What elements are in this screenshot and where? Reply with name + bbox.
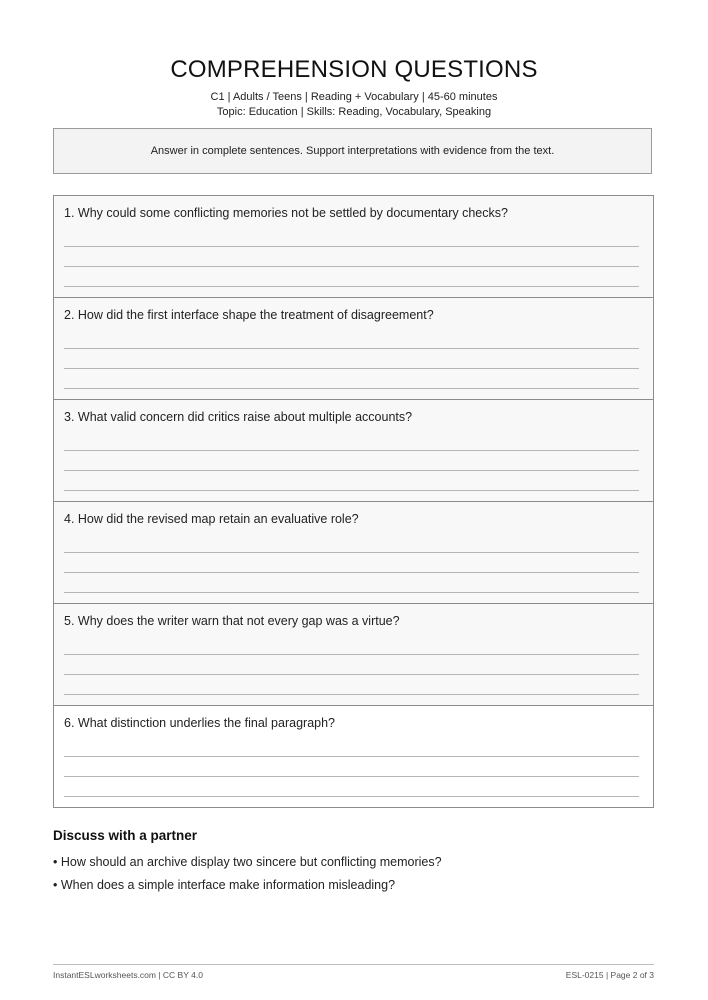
page-title: COMPREHENSION QUESTIONS [170,56,538,83]
discussion-prompt: • How should an archive display two sincere but conflicting memories? [53,855,442,869]
answer-line[interactable] [64,756,639,757]
answer-line[interactable] [64,470,639,471]
question-row [54,400,653,502]
answer-line[interactable] [64,674,639,675]
answer-line[interactable] [64,246,639,247]
answer-line[interactable] [64,776,639,777]
footer-page-number: ESL-0215 | Page 2 of 3 [565,970,654,980]
answer-line[interactable] [64,450,639,451]
answer-line[interactable] [64,490,639,491]
question-text: 3. What valid concern did critics raise about multiple accounts? [64,410,413,424]
answer-line[interactable] [64,592,639,593]
question-row [54,502,653,604]
question-text: 1. Why could some conflicting memories not be settled by documentary checks? [64,206,508,220]
question-row [54,706,653,807]
level-info: C1 | Adults / Teens | Reading + Vocabulary | 45-60 minutes [210,91,498,103]
footer-divider [53,964,654,965]
answer-line[interactable] [64,796,639,797]
answer-line[interactable] [64,368,639,369]
question-text: 5. Why does the writer warn that not every gap was a virtue? [64,614,400,628]
question-text: 6. What distinction underlies the final paragraph? [64,716,335,730]
question-row [54,196,653,298]
answer-line[interactable] [64,388,639,389]
instructions-box: Answer in complete sentences. Support interpretations with evidence from the text. [53,128,652,174]
discussion-prompt: • When does a simple interface make information misleading? [53,878,396,892]
question-text: 4. How did the revised map retain an evaluative role? [64,512,359,526]
answer-line[interactable] [64,286,639,287]
answer-line[interactable] [64,654,639,655]
questions-table [53,195,654,808]
question-row [54,604,653,706]
answer-line[interactable] [64,348,639,349]
question-row [54,298,653,400]
answer-line[interactable] [64,552,639,553]
answer-line[interactable] [64,572,639,573]
answer-line[interactable] [64,266,639,267]
topic-info: Topic: Education | Skills: Reading, Vocabulary, Speaking [216,106,492,118]
footer-credit: InstantESLworksheets.com | CC BY 4.0 [53,970,203,980]
answer-line[interactable] [64,694,639,695]
discussion-heading: Discuss with a partner [53,828,198,843]
question-text: 2. How did the first interface shape the treatment of disagreement? [64,308,434,322]
